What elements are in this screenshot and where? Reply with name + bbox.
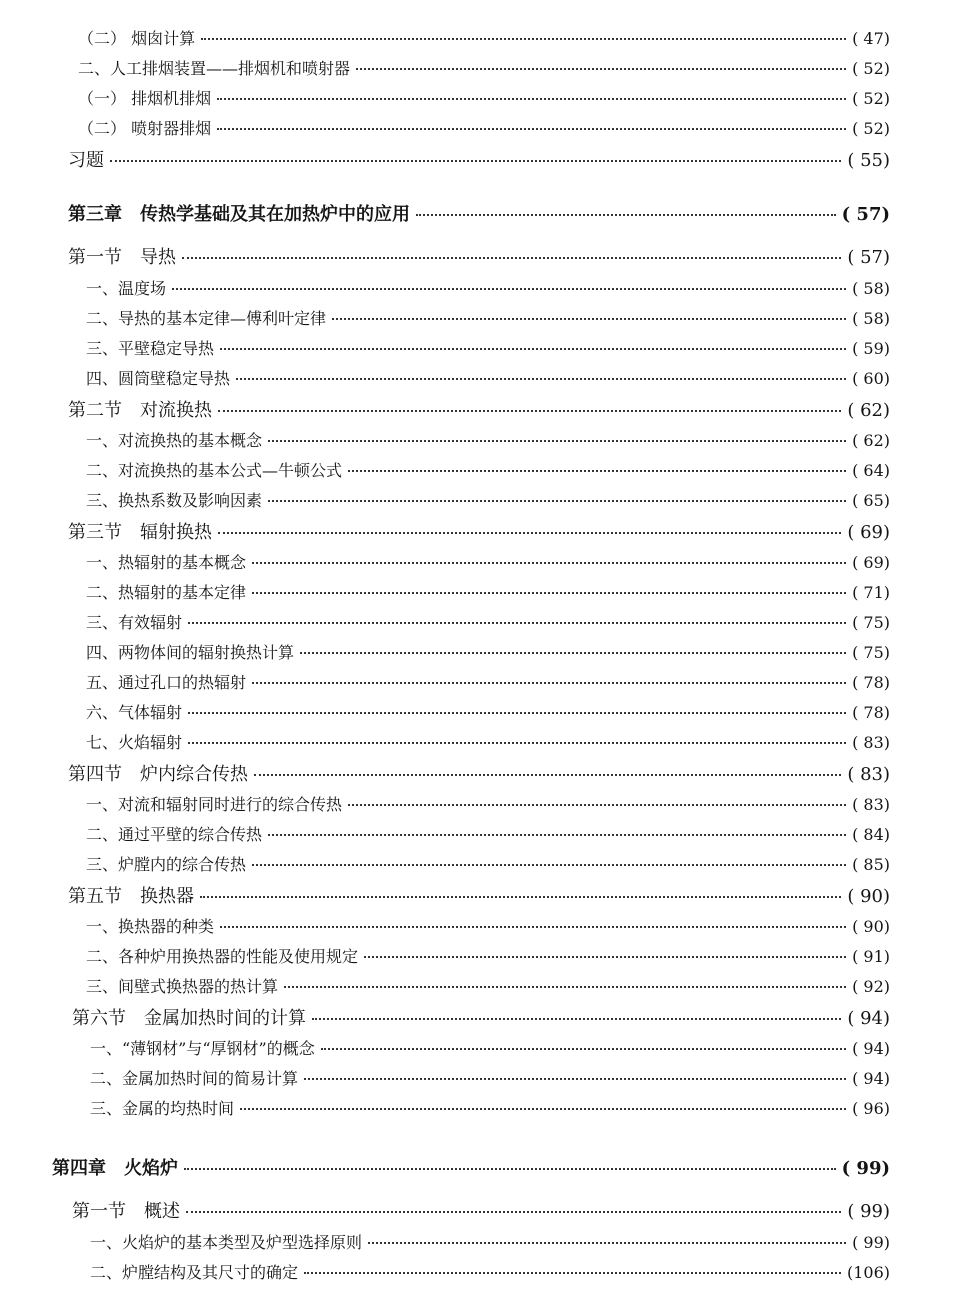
toc-entry [86,914,890,937]
entry-page: ( 78) [852,703,890,722]
entry-page: ( 57) [847,247,890,268]
entry-page: (106) [846,1263,890,1282]
entry-label: 三、换热系数及影响因素 [86,491,263,510]
dot-leader [368,1242,846,1244]
toc-entry [86,428,890,451]
dot-leader [188,712,846,714]
toc-entry [68,146,890,172]
toc-entry [86,610,890,633]
toc-section [68,882,890,908]
toc-entry [90,1066,890,1089]
toc-entry [86,640,890,663]
entry-label: 一、对流换热的基本概念 [86,431,263,450]
toc-entry [86,580,890,603]
entry-label: 第四节 炉内综合传热 [68,764,248,785]
entry-label: 三、平壁稳定导热 [86,339,215,358]
dot-leader [186,1211,841,1213]
toc-entry [86,458,890,481]
toc-entry [86,792,890,815]
entry-page: ( 55) [847,150,890,171]
dot-leader [220,348,846,350]
dot-leader [220,926,846,928]
toc-entry [78,116,890,139]
entry-label: 第二节 对流换热 [68,400,212,421]
entry-page: ( 83) [852,733,890,752]
entry-page: ( 58) [852,279,890,298]
entry-page: ( 96) [852,1099,890,1118]
toc-entry [86,730,890,753]
dot-leader [252,682,846,684]
toc-chapter [52,1154,890,1180]
entry-page: ( 90) [847,886,890,907]
toc-entry [86,488,890,511]
entry-page: ( 94) [847,1008,890,1029]
dot-leader [218,410,841,412]
entry-page: ( 75) [852,613,890,632]
entry-label: 一、温度场 [86,279,167,298]
toc-entry [86,670,890,693]
toc-entry [90,1036,890,1059]
dot-leader [188,742,846,744]
entry-label: 二、对流换热的基本公式—牛顿公式 [86,461,343,480]
toc-entry [90,1260,890,1283]
entry-page: ( 92) [852,977,890,996]
entry-label: （二） 喷射器排烟 [78,119,212,138]
entry-page: ( 64) [852,461,890,480]
entry-page: ( 83) [847,764,890,785]
toc-entry [78,56,890,79]
dot-leader [252,592,846,594]
entry-label: 二、通过平壁的综合传热 [86,825,263,844]
entry-page: ( 91) [852,947,890,966]
entry-label: 五、通过孔口的热辐射 [86,673,247,692]
entry-page: ( 84) [852,825,890,844]
entry-page: ( 99) [852,1233,890,1252]
dot-leader [201,38,846,40]
entry-label: （一） 排烟机排烟 [78,89,212,108]
toc-entry [86,852,890,875]
dot-leader [304,1078,846,1080]
entry-label: 习题 [68,150,104,171]
dot-leader [348,470,846,472]
dot-leader [332,318,846,320]
entry-label: 四、圆筒壁稳定导热 [86,369,231,388]
entry-page: ( 83) [852,795,890,814]
entry-page: ( 99) [841,1158,890,1179]
entry-label: 三、有效辐射 [86,613,183,632]
entry-page: ( 47) [852,29,890,48]
entry-label: 二、炉膛结构及其尺寸的确定 [90,1263,299,1282]
dot-leader [172,288,846,290]
dot-leader [364,956,846,958]
entry-label: 四、两物体间的辐射换热计算 [86,643,295,662]
dot-leader [304,1272,841,1274]
entry-label: 一、对流和辐射同时进行的综合传热 [86,795,343,814]
entry-page: ( 65) [852,491,890,510]
dot-leader [200,896,841,898]
dot-leader [188,622,846,624]
entry-page: ( 94) [852,1039,890,1058]
entry-label: 第一节 概述 [72,1201,180,1222]
entry-label: 三、炉膛内的综合传热 [86,855,247,874]
dot-leader [348,804,846,806]
dot-leader [416,214,836,216]
dot-leader [252,562,846,564]
entry-label: 七、火焰辐射 [86,733,183,752]
entry-label: 一、“薄钢材”与“厚钢材”的概念 [90,1039,315,1058]
entry-label: 第三章 传热学基础及其在加热炉中的应用 [68,204,410,225]
toc-section [68,243,890,269]
toc-entry [86,700,890,723]
dot-leader [321,1048,846,1050]
entry-label: 第一节 导热 [68,247,176,268]
dot-leader [300,652,846,654]
dot-leader [240,1108,846,1110]
dot-leader [218,532,841,534]
entry-page: ( 52) [852,119,890,138]
toc-entry [86,306,890,329]
entry-page: ( 62) [847,400,890,421]
toc-entry [86,550,890,573]
toc-entry [86,822,890,845]
dot-leader [284,986,846,988]
toc-entry [86,336,890,359]
toc-section [72,1004,890,1030]
entry-label: 第四章 火焰炉 [52,1158,178,1179]
entry-page: ( 90) [852,917,890,936]
entry-label: 二、人工排烟装置——排烟机和喷射器 [78,59,351,78]
entry-page: ( 52) [852,59,890,78]
toc-section [72,1197,890,1223]
entry-label: 第六节 金属加热时间的计算 [72,1008,306,1029]
entry-page: ( 59) [852,339,890,358]
dot-leader [217,98,846,100]
toc-entry [86,366,890,389]
entry-label: 二、各种炉用换热器的性能及使用规定 [86,947,359,966]
entry-label: 三、间壁式换热器的热计算 [86,977,279,996]
toc-section [68,760,890,786]
toc-section [68,518,890,544]
dot-leader [182,257,841,259]
entry-label: 三、金属的均热时间 [90,1099,235,1118]
entry-page: ( 94) [852,1069,890,1088]
dot-leader [110,160,841,162]
entry-label: 二、导热的基本定律—傅利叶定律 [86,309,327,328]
entry-label: 六、气体辐射 [86,703,183,722]
toc-entry [78,26,890,49]
entry-label: 二、金属加热时间的简易计算 [90,1069,299,1088]
dot-leader [268,500,846,502]
entry-page: ( 58) [852,309,890,328]
toc-entry [90,1230,890,1253]
entry-page: ( 60) [852,369,890,388]
entry-page: ( 69) [847,522,890,543]
entry-page: ( 85) [852,855,890,874]
toc-chapter [68,200,890,226]
entry-page: ( 99) [847,1201,890,1222]
toc-entry [86,276,890,299]
toc-entry [78,86,890,109]
dot-leader [217,128,846,130]
entry-label: 一、火焰炉的基本类型及炉型选择原则 [90,1233,363,1252]
toc-entry [86,974,890,997]
entry-page: ( 71) [852,583,890,602]
entry-label: （二） 烟囱计算 [78,29,196,48]
entry-page: ( 69) [852,553,890,572]
entry-page: ( 78) [852,673,890,692]
entry-label: 二、热辐射的基本定律 [86,583,247,602]
entry-page: ( 75) [852,643,890,662]
dot-leader [356,68,846,70]
dot-leader [268,834,846,836]
dot-leader [254,774,841,776]
entry-page: ( 62) [852,431,890,450]
dot-leader [184,1168,836,1170]
dot-leader [252,864,846,866]
entry-page: ( 57) [841,204,890,225]
toc-entry [90,1096,890,1119]
entry-page: ( 52) [852,89,890,108]
toc-section [68,396,890,422]
dot-leader [312,1018,841,1020]
dot-leader [236,378,846,380]
entry-label: 一、热辐射的基本概念 [86,553,247,572]
dot-leader [268,440,846,442]
entry-label: 第三节 辐射换热 [68,522,212,543]
entry-label: 第五节 换热器 [68,886,194,907]
toc-entry [86,944,890,967]
entry-label: 一、换热器的种类 [86,917,215,936]
